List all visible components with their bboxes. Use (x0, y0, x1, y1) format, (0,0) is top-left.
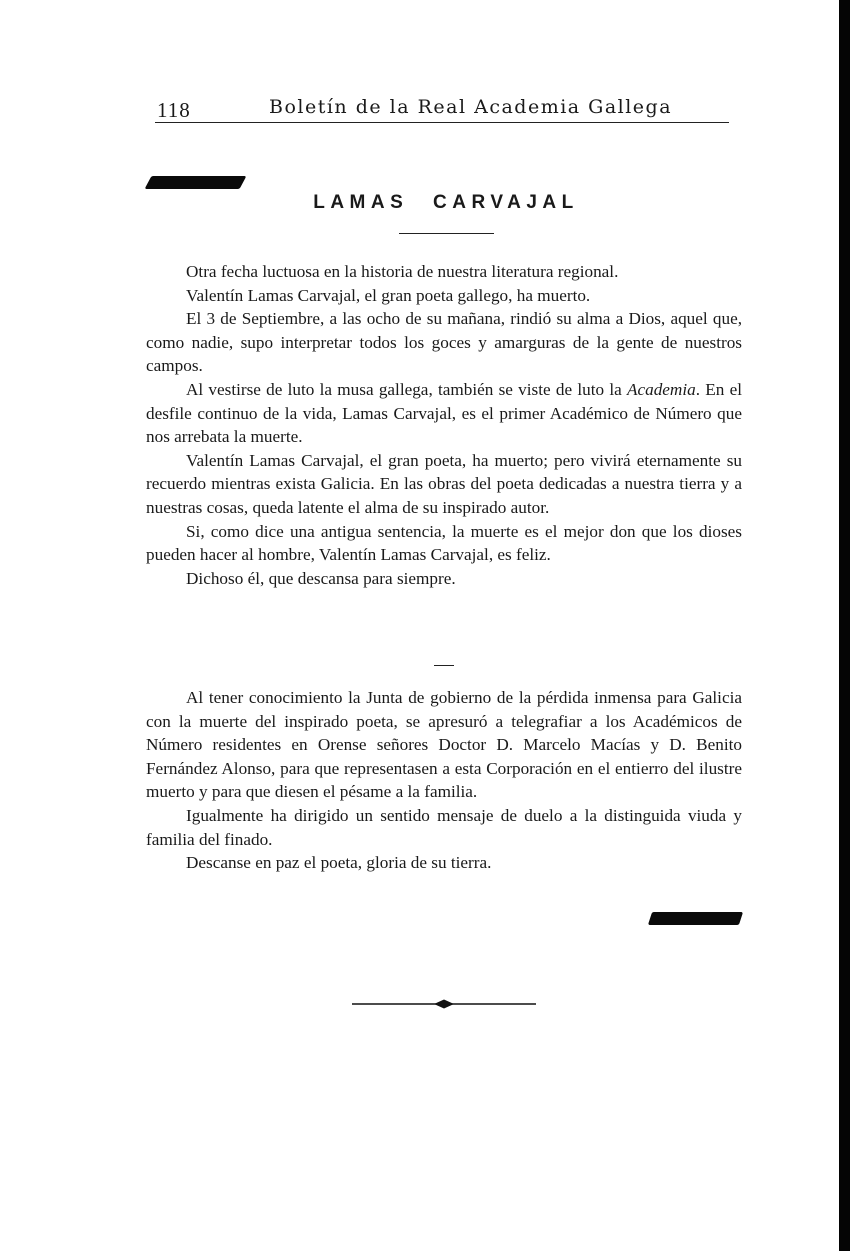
article-body-section-1 (146, 260, 742, 590)
scan-edge-bar (839, 0, 850, 1251)
paragraph: Si, como dice una antigua sentencia, la muerte es el mejor don que los dioses pueden hacer al hombre, Valentín Lamas Carvajal, es feliz. (146, 521, 742, 565)
paragraph: Valentín Lamas Carvajal, el gran poeta gallego, ha muerto. (186, 285, 591, 305)
paragraph-text: Al vestirse de luto la musa gallega, también se viste de luto la (186, 379, 627, 399)
italic-word: Academia (626, 379, 696, 399)
paragraph: Dichoso él, que descansa para siempre. (186, 568, 456, 588)
paragraph: Valentín Lamas Carvajal, el gran poeta, ha muerto; pero vivirá eternamente su recuerdo mientras exista Galicia. En las obras del poeta dedicadas a nuestra tierra y a nuestras cosas, queda latente el alma de su inspirado autor. (146, 450, 742, 517)
paragraph (146, 378, 742, 449)
ink-smudge-bottom (648, 912, 743, 925)
article-title: LAMAS CARVAJAL (313, 192, 579, 213)
paragraph: Descanse en paz el poeta, gloria de su tierra. (186, 853, 492, 873)
title-rule (399, 233, 494, 234)
ink-smudge-top (145, 176, 247, 189)
paragraph: Igualmente ha dirigido un sentido mensaje de duelo a la distinguida viuda y familia del finado. (146, 805, 742, 849)
end-ornament (352, 997, 536, 1011)
page-number: 118 (157, 98, 191, 122)
paragraph: El 3 de Septiembre, a las ocho de su mañana, rindió su alma a Dios, aquel que, como nadie, supo interpretar todos los goces y amarguras de la gente de nuestros campos. (146, 309, 742, 376)
article-body-section-2 (146, 686, 742, 875)
section-divider (434, 665, 454, 666)
paragraph-text: . En el desfile continuo de la vida, Lamas Carvajal, es el primer Académico de Número que nos arrebata la muerte. (146, 379, 743, 447)
running-header (155, 94, 729, 123)
paragraph: Otra fecha luctuosa en la historia de nuestra literatura regional. (186, 262, 619, 281)
paragraph: Al tener conocimiento la Junta de gobierno de la pérdida inmensa para Galicia con la muerte del inspirado poeta, se apresuró a telegrafiar a los Académicos de Número residentes en Orense señores Doctor D. Marcelo Macías y D. Benito Fernández Alonso, para que representasen a esta Corporación en el entierro del ilustre muerto y para que diesen el pésame a la familia. (146, 688, 742, 802)
running-title: Boletín de la Real Academia Gallega (269, 96, 673, 118)
